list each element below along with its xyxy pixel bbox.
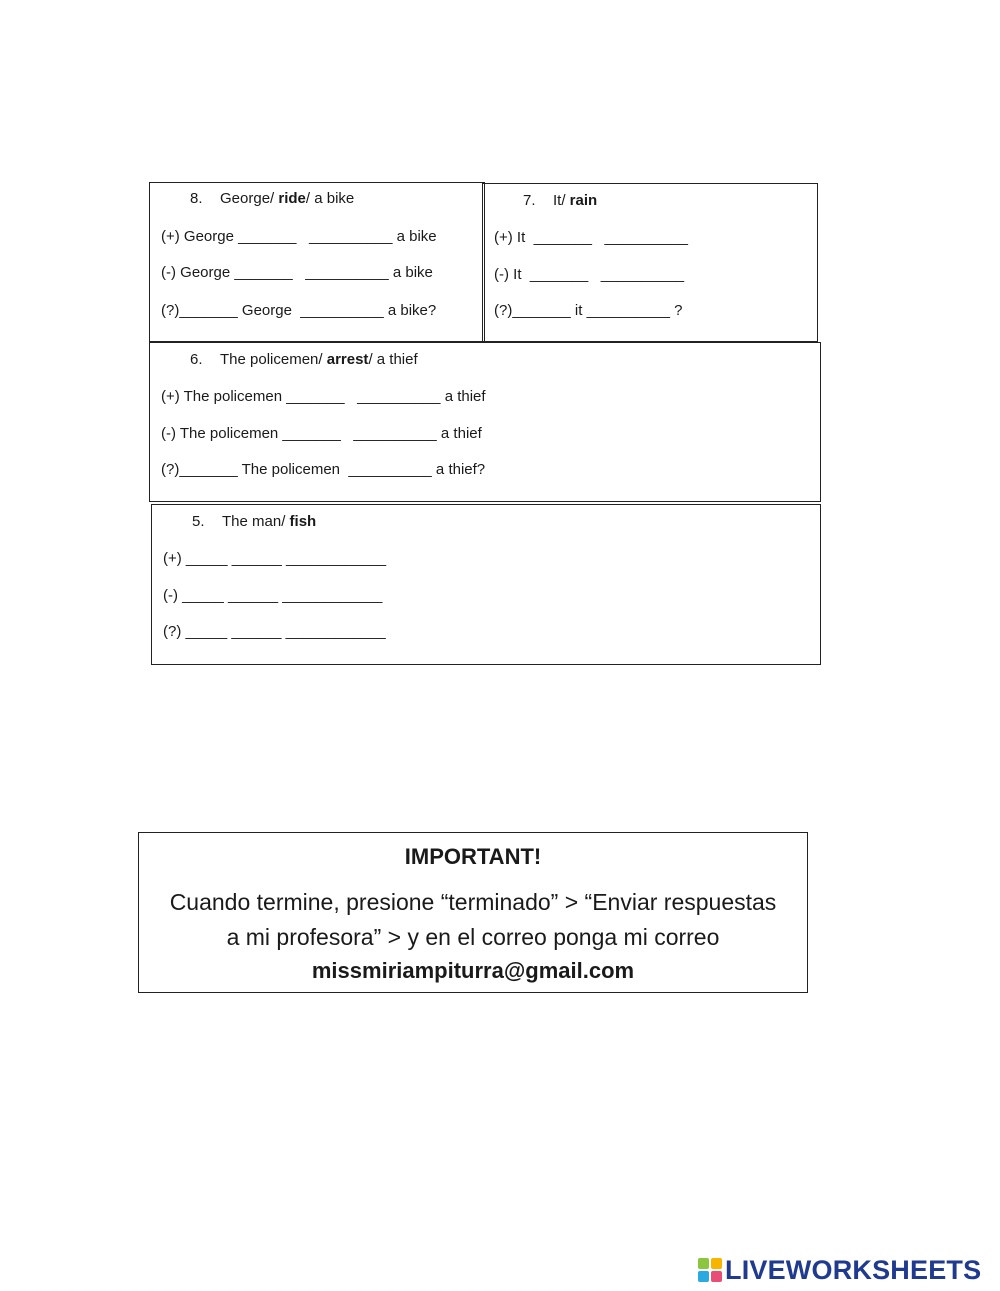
logo-square-2 (711, 1258, 722, 1269)
logo-text: LIVEWORKSHEETS (725, 1254, 982, 1285)
exercise-5-prompt: 5. The man/ fish (192, 513, 317, 530)
exercise-6-negative[interactable]: (-) The policemen _______ __________ a thief (161, 425, 482, 442)
exercise-8-box (149, 182, 485, 342)
exercise-6-positive[interactable]: (+) The policemen _______ __________ a thief (161, 388, 486, 405)
exercise-8-negative[interactable]: (-) George _______ __________ a bike (161, 264, 433, 281)
exercise-7-positive[interactable]: (+) It _______ __________ (494, 229, 688, 246)
liveworksheets-logo (698, 1256, 981, 1284)
exercise-6-question[interactable]: (?)_______ The policemen __________ a thief? (161, 461, 486, 478)
logo-square-1 (698, 1258, 709, 1269)
exercise-7-box (482, 183, 818, 342)
notice-line-1: Cuando termine, presione “terminado” > “Enviar respuestas (169, 889, 777, 915)
exercise-7-negative[interactable]: (-) It _______ __________ (494, 266, 685, 283)
notice-line-2: a mi profesora” > y en el correo ponga mi correo (226, 924, 720, 950)
logo-square-3 (698, 1271, 709, 1282)
notice-email: missmiriampiturra@gmail.com (311, 958, 635, 983)
exercise-5-question[interactable]: (?) _____ ______ ____________ (163, 623, 386, 640)
liveworksheets-logo-icon (698, 1258, 722, 1282)
exercise-6-box (149, 342, 821, 502)
exercise-8-prompt: 8. George/ ride/ a bike (190, 190, 355, 207)
exercise-8-positive[interactable]: (+) George _______ __________ a bike (161, 228, 437, 245)
exercise-8-question[interactable]: (?)_______ George __________ a bike? (161, 302, 437, 319)
exercise-7-prompt: 7. It/ rain (523, 192, 598, 209)
exercise-5-box (151, 504, 821, 665)
exercise-5-positive[interactable]: (+) _____ ______ ____________ (163, 550, 387, 567)
exercise-7-question[interactable]: (?)_______ it __________ ? (494, 302, 683, 319)
exercise-6-prompt: 6. The policemen/ arrest/ a thief (190, 351, 418, 368)
notice-title: IMPORTANT! (404, 844, 542, 869)
logo-square-4 (711, 1271, 722, 1282)
exercise-5-negative[interactable]: (-) _____ ______ ____________ (163, 587, 383, 604)
important-notice (138, 832, 808, 993)
